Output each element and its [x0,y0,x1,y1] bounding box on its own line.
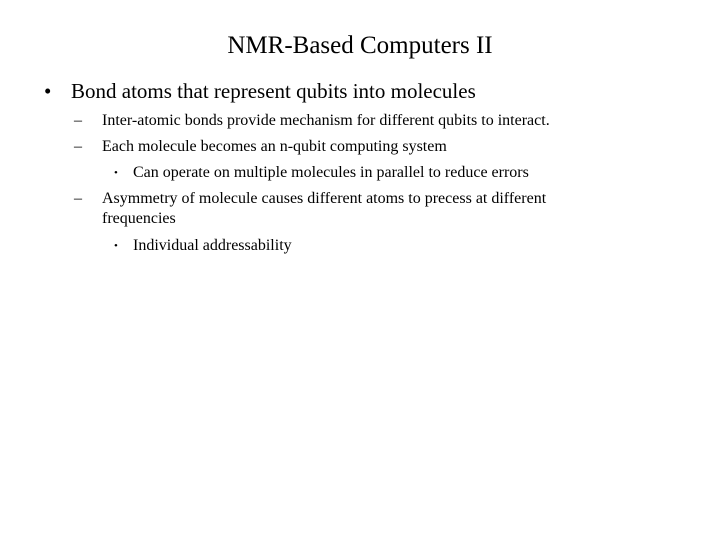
sub-bullet-text: Inter-atomic bonds provide mechanism for different qubits to interact. [102,112,550,129]
dash-icon: – [74,112,82,129]
sub-bullet-text: Asymmetry of molecule causes different atoms to precess at different frequencies [102,190,547,227]
dash-icon: – [74,138,82,155]
bullet-icon: • [44,79,52,103]
dot-icon: • [114,167,118,179]
sub-sub-bullet-text: Individual addressability [133,237,292,254]
dot-icon: • [114,240,118,252]
main-bullet-text: Bond atoms that represent qubits into molecules [71,79,476,103]
slide-title [0,30,720,62]
slide-title-text: NMR-Based Computers II [227,32,493,59]
dash-icon: – [74,190,82,207]
sub-bullet-text: Each molecule becomes an n-qubit computing system [102,138,447,155]
sub-sub-bullet-text: Can operate on multiple molecules in parallel to reduce errors [133,164,529,181]
